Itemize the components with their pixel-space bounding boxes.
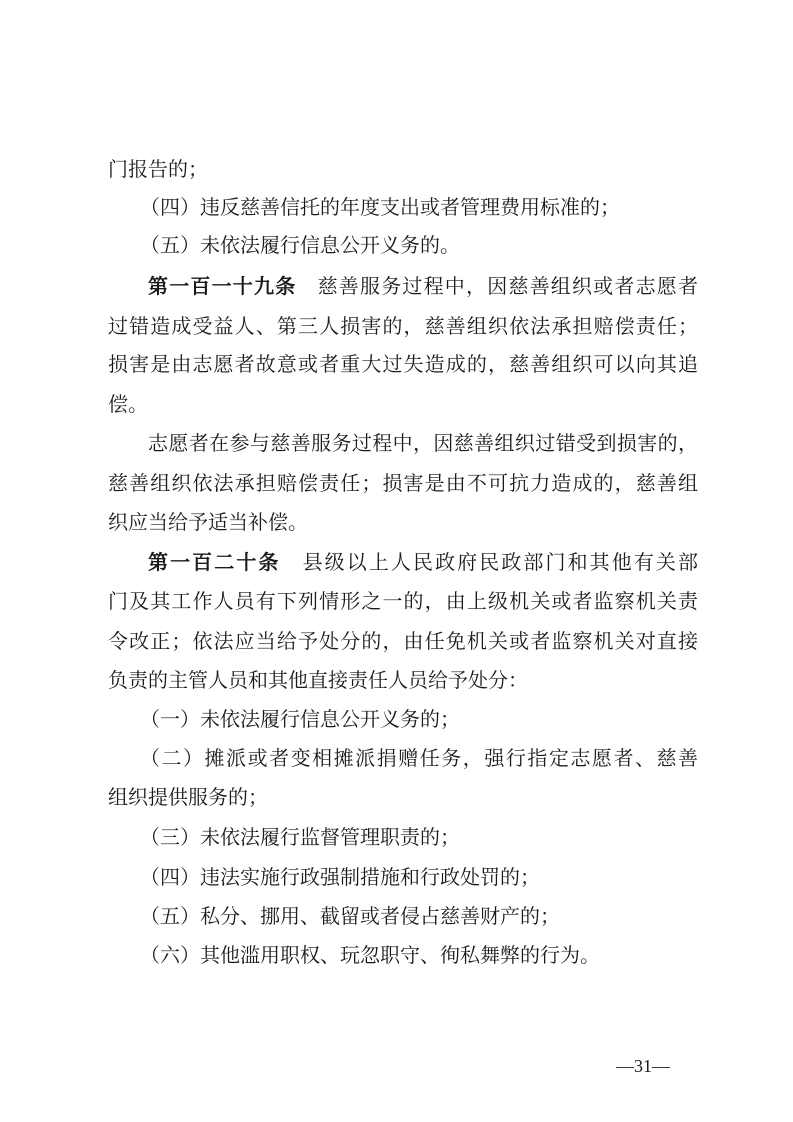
list-item: （三）未依法履行监督管理职责的； (140, 825, 460, 849)
article-text: 慈善服务过程中，因慈善组织或者志愿者 (317, 274, 698, 298)
text-line: 织应当给予适当补偿。 (108, 510, 308, 534)
text-line: 损害是由志愿者故意或者重大过失造成的，慈善组织可以向其追 (108, 352, 698, 376)
article-text: 县级以上人民政府民政部门和其他有关部 (302, 550, 698, 574)
article-heading: 第一百二十条 (148, 550, 281, 574)
text-line: 慈善组织依法承担赔偿责任；损害是由不可抗力造成的，慈善组 (108, 471, 698, 495)
list-item: （四）违法实施行政强制措施和行政处罚的； (140, 865, 540, 889)
page-number: —31— (616, 1056, 670, 1076)
text-line: 志愿者在参与慈善服务过程中，因慈善组织过错受到损害的， (148, 431, 698, 455)
list-item: （六）其他滥用职权、玩忽职守、徇私舞弊的行为。 (140, 943, 600, 967)
text-line: 偿。 (108, 392, 148, 416)
text-line: 组织提供服务的； (108, 785, 268, 809)
article-119-first-line (108, 272, 698, 300)
text-line: 负责的主管人员和其他直接责任人员给予处分： (108, 668, 528, 692)
list-item: （一）未依法履行信息公开义务的； (140, 707, 460, 731)
text-line: 门报告的； (108, 157, 208, 181)
list-item: （五）未依法履行信息公开义务的。 (140, 233, 460, 257)
list-item: （五）私分、挪用、截留或者侵占慈善财产的； (140, 904, 560, 928)
article-120-first-line (108, 548, 698, 576)
article-heading: 第一百一十九条 (148, 274, 297, 298)
list-item: （二）摊派或者变相摊派捐赠任务，强行指定志愿者、慈善 (140, 746, 698, 770)
text-line: 令改正；依法应当给予处分的，由任免机关或者监察机关对直接 (108, 629, 698, 653)
text-line: 门及其工作人员有下列情形之一的，由上级机关或者监察机关责 (108, 589, 698, 613)
text-line: 过错造成受益人、第三人损害的，慈善组织依法承担赔偿责任； (108, 314, 698, 338)
list-item: （四）违反慈善信托的年度支出或者管理费用标准的； (140, 195, 620, 219)
